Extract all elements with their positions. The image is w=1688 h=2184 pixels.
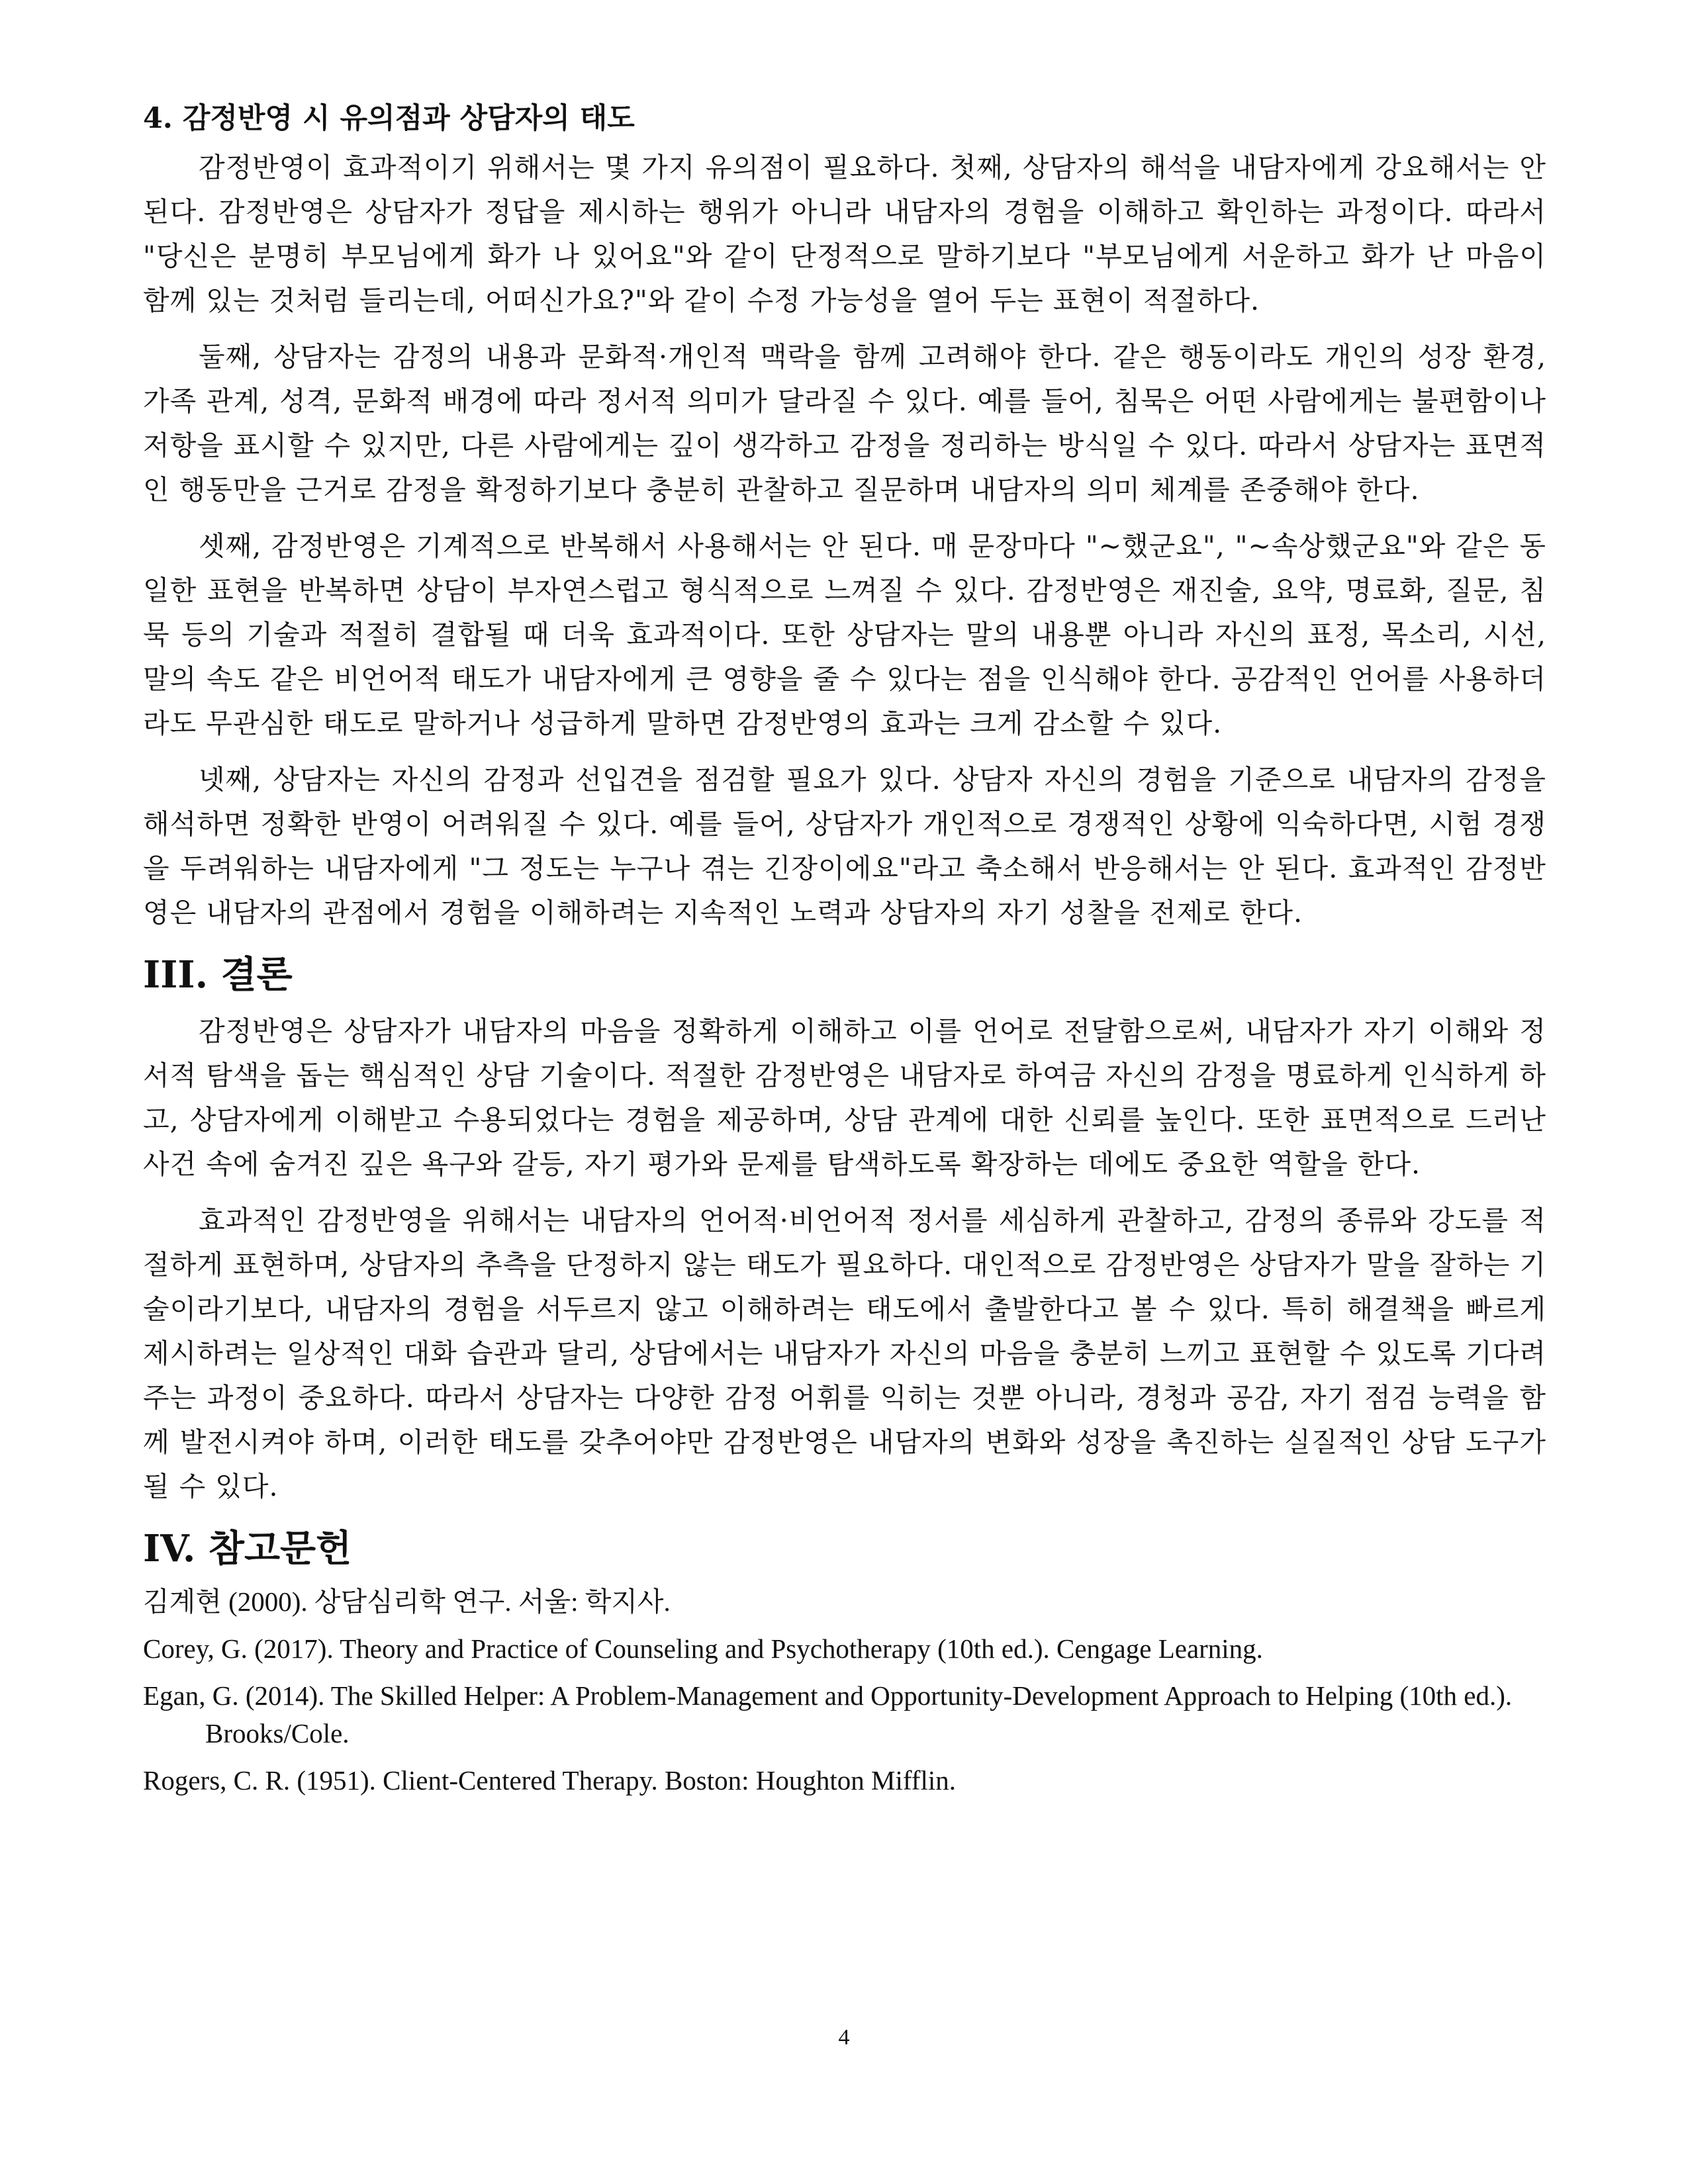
paragraph: 감정반영이 효과적이기 위해서는 몇 가지 유의점이 필요하다. 첫째, 상담자의 해석을 내담자에게 강요해서는 안 된다. 감정반영은 상담자가 정답을 제시하는 행위가 아니라 내담자의 경험을 이해하고 확인하는 과정이다. 따라서 "당신은 분명히 부모님에게 화가 나 있어요"와 같이 단정적으로 말하기보다 "부모님에게 서운하고 화가 난 마음이 함께 있는 것처럼 들리는데, 어떠신가요?"와 같이 수정 가능성을 열어 두는 표현이 적절하다. <box>143 152 1546 316</box>
reference-item: Egan, G. (2014). The Skilled Helper: A Problem-Management and Opportunity-Development Approach to Helping (10th ed.). Brooks/Cole. <box>143 1680 1513 1749</box>
paragraph: 셋째, 감정반영은 기계적으로 반복해서 사용해서는 안 된다. 매 문장마다 "~했군요", "~속상했군요"와 같은 동일한 표현을 반복하면 상담이 부자연스럽고 형식적으로 느껴질 수 있다. 감정반영은 재진술, 요약, 명료화, 질문, 침묵 등의 기술과 적절히 결합될 때 더욱 효과적이다. 또한 상담자는 말의 내용뿐 아니라 자신의 표정, 목소리, 시선, 말의 속도 같은 비언어적 태도가 내담자에게 큰 영향을 줄 수 있다는 점을 인식해야 한다. 공감적인 언어를 사용하더라도 무관심한 태도로 말하거나 성급하게 말하면 감정반영의 효과는 크게 감소할 수 있다. <box>143 530 1546 739</box>
section-heading-conclusion: III. 결론 <box>143 953 293 997</box>
page-content <box>143 98 1546 1809</box>
paragraph: 넷째, 상담자는 자신의 감정과 선입견을 점검할 필요가 있다. 상담자 자신의 경험을 기준으로 내담자의 감정을 해석하면 정확한 반영이 어려워질 수 있다. 예를 들어, 상담자가 개인적으로 경쟁적인 상황에 익숙하다면, 시험 경쟁을 두려워하는 내담자에게 "그 정도는 누구나 겪는 긴장이에요"라고 축소해서 반응해서는 안 된다. 효과적인 감정반영은 내담자의 관점에서 경험을 이해하려는 지속적인 노력과 상담자의 자기 성찰을 전제로 한다. <box>143 764 1546 929</box>
section-heading-references: IV. 참고문헌 <box>143 1527 352 1570</box>
paragraph: 둘째, 상담자는 감정의 내용과 문화적·개인적 맥락을 함께 고려해야 한다. 같은 행동이라도 개인의 성장 환경, 가족 관계, 성격, 문화적 배경에 따라 정서적 의미가 달라질 수 있다. 예를 들어, 침묵은 어떤 사람에게는 불편함이나 저항을 표시할 수 있지만, 다른 사람에게는 깊이 생각하고 감정을 정리하는 방식일 수 있다. 따라서 상담자는 표면적인 행동만을 근거로 감정을 확정하기보다 충분히 관찰하고 질문하며 내담자의 의미 체계를 존중해야 한다. <box>143 341 1546 506</box>
reference-list <box>143 1583 1546 1799</box>
reference-item: Corey, G. (2017). Theory and Practice of Counseling and Psychotherapy (10th ed.). Cengage Learning. <box>143 1633 1263 1664</box>
reference-item: 김계현 (2000). 상담심리학 연구. 서울: 학지사. <box>143 1586 671 1617</box>
paragraph: 효과적인 감정반영을 위해서는 내담자의 언어적·비언어적 정서를 세심하게 관찰하고, 감정의 종류와 강도를 적절하게 표현하며, 상담자의 추측을 단정하지 않는 태도가 필요하다. 대인적으로 감정반영은 상담자가 말을 잘하는 기술이라기보다, 내담자의 경험을 서두르지 않고 이해하려는 태도에서 출발한다고 볼 수 있다. 특히 해결책을 빠르게 제시하려는 일상적인 대화 습관과 달리, 상담에서는 내담자가 자신의 마음을 충분히 느끼고 표현할 수 있도록 기다려 주는 과정이 중요하다. 따라서 상담자는 다양한 감정 어휘를 익히는 것뿐 아니라, 경청과 공감, 자기 점검 능력을 함께 발전시켜야 하며, 이러한 태도를 갖추어야만 감정반영은 내담자의 변화와 성장을 촉진하는 실질적인 상담 도구가 될 수 있다. <box>143 1205 1546 1502</box>
page-number: 4 <box>838 2025 850 2050</box>
section-heading-cautions: 4. 감정반영 시 유의점과 상담자의 태도 <box>143 102 635 135</box>
reference-item: Rogers, C. R. (1951). Client-Centered Therapy. Boston: Houghton Mifflin. <box>143 1765 956 1796</box>
paragraph: 감정반영은 상담자가 내담자의 마음을 정확하게 이해하고 이를 언어로 전달함으로써, 내담자가 자기 이해와 정서적 탐색을 돕는 핵심적인 상담 기술이다. 적절한 감정반영은 내담자로 하여금 자신의 감정을 명료하게 인식하게 하고, 상담자에게 이해받고 수용되었다는 경험을 제공하며, 상담 관계에 대한 신뢰를 높인다. 또한 표면적으로 드러난 사건 속에 숨겨진 깊은 욕구와 갈등, 자기 평가와 문제를 탐색하도록 확장하는 데에도 중요한 역할을 한다. <box>143 1015 1546 1180</box>
